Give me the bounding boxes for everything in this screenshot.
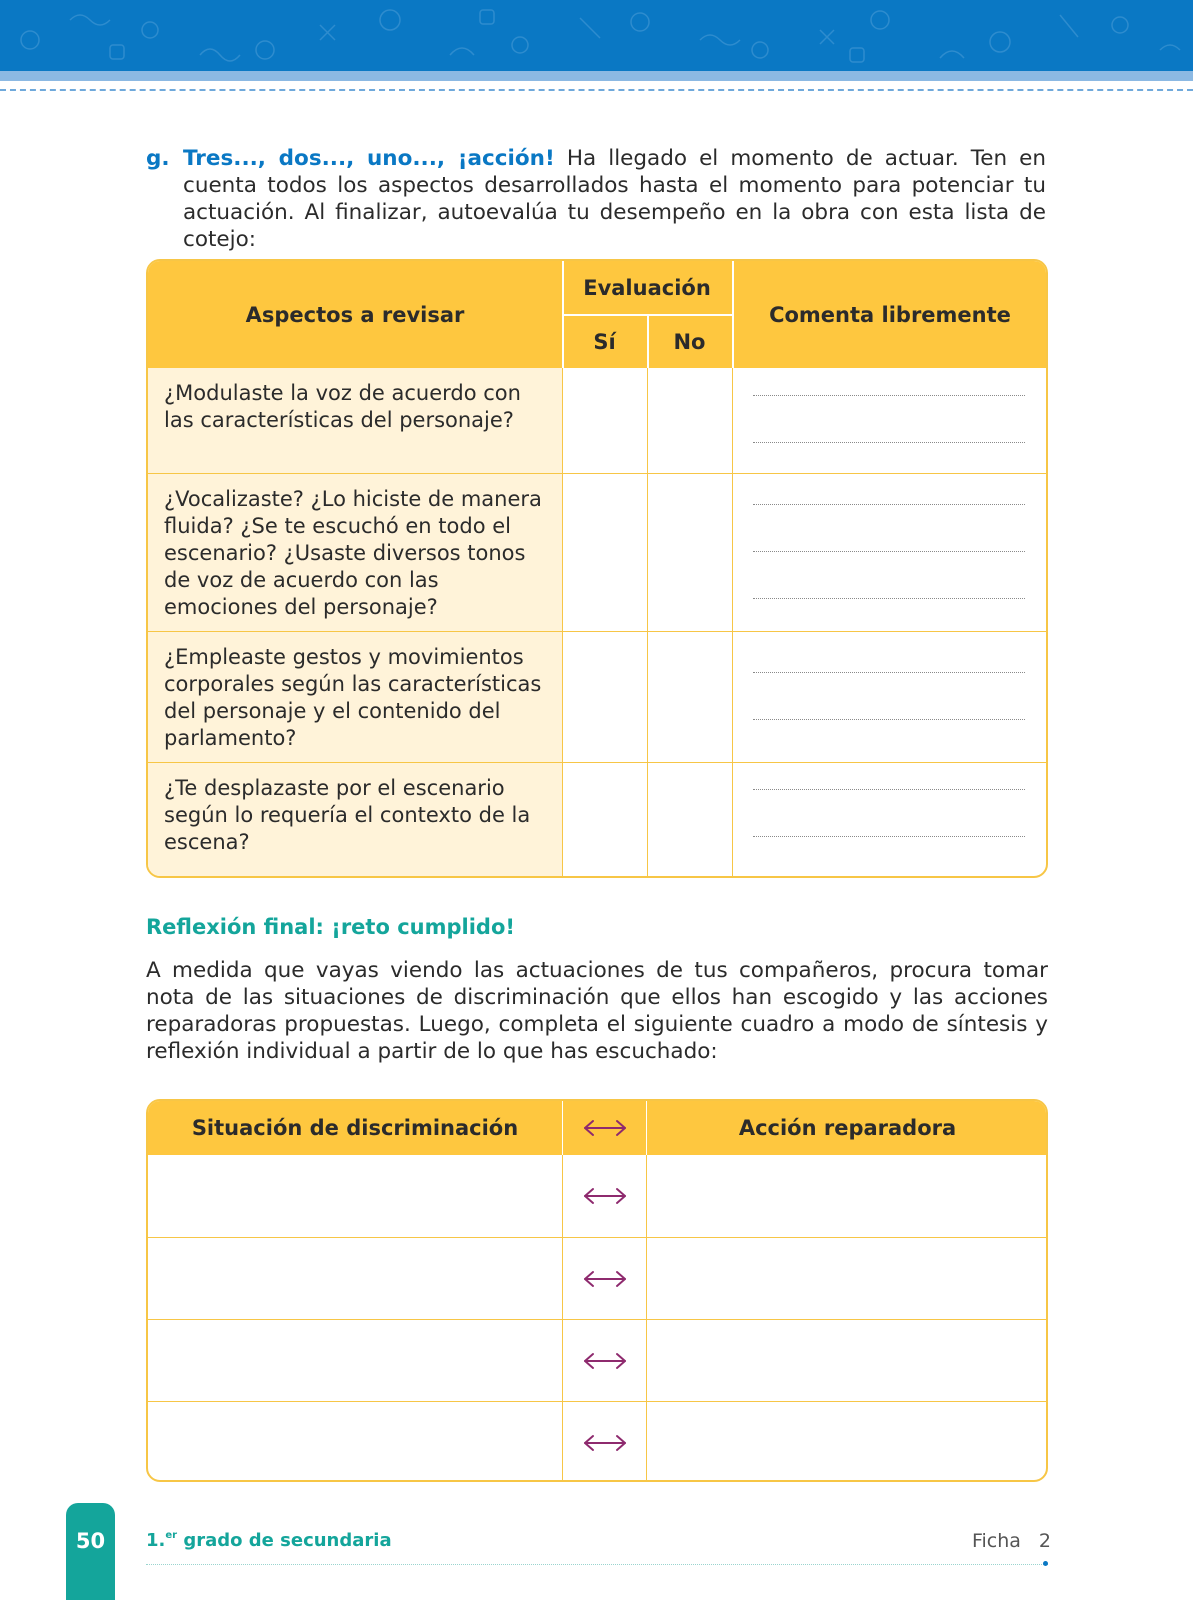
dotted-line [753,836,1025,837]
action-cell[interactable] [647,1238,1048,1319]
checklist-row [148,631,1046,762]
synthesis-row [148,1237,1046,1319]
no-checkbox-cell[interactable] [647,763,732,876]
yes-checkbox-cell[interactable] [562,632,647,762]
grade-text: grado de secundaria [177,1530,392,1551]
grade-label [146,1530,392,1551]
header-situation: Situación de discriminación [191,1116,519,1140]
header-strip [0,71,1193,81]
header-banner [0,0,1193,71]
question-cell: ¿Vocalizaste? ¿Lo hiciste de manera fluida? ¿Se te escuchó en todo el escenario? ¿Usaste diversos tonos de voz de acuerdo con las emociones del personaje? [148,474,562,631]
header-action: Acción reparadora [738,1116,957,1140]
grade-prefix: 1. [146,1530,166,1551]
comment-cell[interactable] [732,474,1048,631]
ficha-text: Ficha [971,1530,1021,1552]
checklist-row [148,473,1046,631]
double-arrow-icon [582,1270,628,1288]
activity-lead: Tres..., dos..., uno..., ¡acción! [183,146,555,171]
doodle-pattern [0,0,1193,71]
dotted-line [753,504,1025,505]
activity-g [146,145,1046,253]
question-cell: ¿Te desplazaste por el escenario según lo requería el contexto de la escena? [148,763,562,876]
footer-dotted-line [146,1564,1048,1565]
yes-checkbox-cell[interactable] [562,763,647,876]
header-no: No [673,329,706,354]
header-comment: Comenta libremente [769,302,1011,327]
page-number-tab [66,1503,115,1600]
ficha-number: 2 [1038,1530,1051,1552]
no-checkbox-cell[interactable] [647,474,732,631]
reflection-title: Reflexión final: ¡reto cumplido! [146,915,515,939]
yes-checkbox-cell[interactable] [562,474,647,631]
situation-cell[interactable] [148,1238,562,1319]
question-cell: ¿Modulaste la voz de acuerdo con las características del personaje? [148,368,562,473]
dotted-line [753,551,1025,552]
comment-cell[interactable] [732,763,1048,876]
header-divider [732,261,734,368]
header-divider [647,315,649,368]
grade-superscript: er [165,1530,178,1541]
header-divider [562,314,732,316]
arrow-cell [562,1320,647,1401]
dotted-line [753,395,1025,396]
question-cell: ¿Empleaste gestos y movimientos corporales según las características del personaje y el contenido del parlamento? [148,632,562,762]
checklist-table [146,259,1048,878]
dotted-line [753,672,1025,673]
dotted-line [753,442,1025,443]
comment-cell[interactable] [732,632,1048,762]
synthesis-row [148,1155,1046,1237]
double-arrow-icon [582,1434,628,1452]
activity-text [183,145,1046,253]
no-checkbox-cell[interactable] [647,632,732,762]
ficha-label [972,1530,1051,1552]
action-cell[interactable] [647,1402,1048,1482]
activity-instructions: Ha llegado el momento de actuar. Ten en cuenta todos los aspectos desarrollados hasta el momento para potenciar tu actuación. Al finalizar, autoevalúa tu desempeño en la obra con esta lista de cotejo: [183,146,1046,252]
no-checkbox-cell[interactable] [647,368,732,473]
header-arrow-cell [562,1101,647,1155]
situation-cell[interactable] [148,1402,562,1482]
checklist-row [148,368,1046,473]
page-number: 50 [75,1529,106,1553]
arrow-cell [562,1402,647,1482]
action-cell[interactable] [647,1320,1048,1401]
header-evaluation: Evaluación [583,276,711,300]
reflection-text: A medida que vayas viendo las actuaciones de tus compañeros, procura tomar nota de las situaciones de discriminación que ellos han escogido y las acciones reparadoras propuestas. Luego, completa el siguiente cuadro a modo de síntesis y reflexión individual a partir de lo que has escuchado: [146,958,1048,1064]
dashed-divider [0,89,1193,91]
double-arrow-icon [582,1187,628,1205]
action-cell[interactable] [647,1155,1048,1237]
dotted-line [753,719,1025,720]
footer-dot [1043,1561,1048,1566]
double-arrow-icon [582,1352,628,1370]
situation-cell[interactable] [148,1320,562,1401]
header-aspects: Aspectos a revisar [245,302,465,327]
arrow-cell [562,1155,647,1237]
arrow-cell [562,1238,647,1319]
checklist-row [148,762,1046,876]
dotted-line [753,789,1025,790]
situation-cell[interactable] [148,1155,562,1237]
synthesis-row [148,1319,1046,1401]
header-yes: Sí [593,329,616,354]
synthesis-table [146,1099,1048,1482]
dotted-line [753,598,1025,599]
item-letter: g. [146,146,170,171]
synthesis-row [148,1401,1046,1482]
comment-cell[interactable] [732,368,1048,473]
double-arrow-icon [582,1119,628,1137]
yes-checkbox-cell[interactable] [562,368,647,473]
